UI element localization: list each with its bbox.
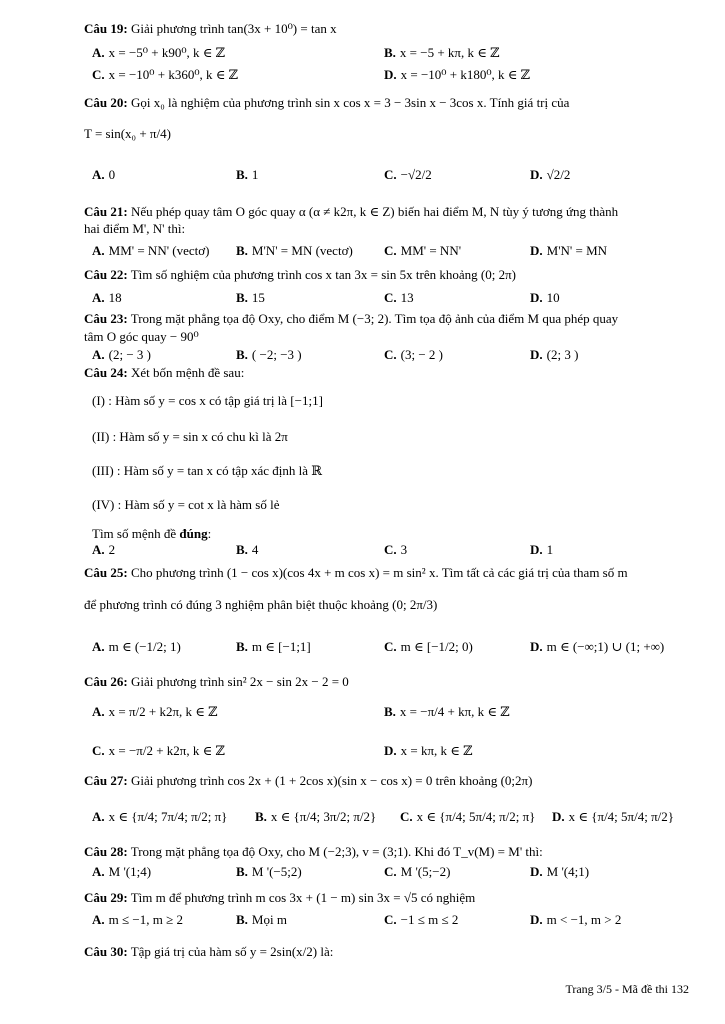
option-a: A. x = π/2 + k2π, k ∈ ℤ <box>92 704 218 719</box>
question-30 <box>84 943 689 960</box>
option-b: B. 4 <box>236 542 259 557</box>
question-label: Câu 30: <box>84 944 128 959</box>
option-a: A. 0 <box>92 167 116 182</box>
option-c: C. x = −10⁰ + k360⁰, k ∈ ℤ <box>92 67 239 82</box>
option-a: A. (2; − 3 ) <box>92 347 151 362</box>
question-text: Gọi x₀ là nghiệm của phương trình sin x cos x = 3 − 3sin x − 3cos x. Tính giá trị của <box>130 95 570 110</box>
option-c: C. x = −π/2 + k2π, k ∈ ℤ <box>92 743 225 758</box>
question-label: Câu 21: <box>84 204 128 219</box>
statement-3: (III) : Hàm số y = tan x có tập xác định là ℝ <box>92 463 323 478</box>
option-d: D. x ∈ {π/4; 5π/4; π/2} <box>552 809 674 824</box>
question-20 <box>84 94 689 111</box>
option-d: D. m ∈ (−∞;1) ∪ (1; +∞) <box>530 639 665 654</box>
statement-1: (I) : Hàm số y = cos x có tập giá trị là [−1;1] <box>92 393 323 408</box>
option-b: B. Mọi m <box>236 912 287 927</box>
option-a: A. 18 <box>92 290 122 305</box>
question-20-formula: T = sin(x₀ + π/4) <box>84 126 171 141</box>
option-c: C. MM' = NN' <box>384 243 462 258</box>
option-a: A. x ∈ {π/4; 7π/4; π/2; π} <box>92 809 228 824</box>
option-b: B. ( −2; −3 ) <box>236 347 302 362</box>
question-text: Trong mặt phẳng tọa độ Oxy, cho M (−2;3), v = (3;1). Khi đó T_v(M) = M' thì: <box>130 844 543 859</box>
option-d: D. (2; 3 ) <box>530 347 579 362</box>
option-c: C. 3 <box>384 542 408 557</box>
option-a: A. MM' = NN' (vectơ) <box>92 243 210 258</box>
question-text: Trong mặt phẳng tọa độ Oxy, cho điểm M (−3; 2). Tìm tọa độ ảnh của điểm M qua phép quay <box>130 311 619 326</box>
question-label: Câu 26: <box>84 674 128 689</box>
question-label: Câu 25: <box>84 565 128 580</box>
page-footer: Trang 3/5 - Mã đề thi 132 <box>565 982 689 996</box>
question-label: Câu 19: <box>84 21 128 36</box>
option-d: D. M '(4;1) <box>530 864 590 879</box>
option-c: C. −1 ≤ m ≤ 2 <box>384 912 459 927</box>
option-b: B. M '(−5;2) <box>236 864 302 879</box>
question-label: Câu 20: <box>84 95 128 110</box>
option-b: B. x = −π/4 + kπ, k ∈ ℤ <box>384 704 510 719</box>
option-c: C. m ∈ [−1/2; 0) <box>384 639 473 654</box>
option-b: B. 15 <box>236 290 265 305</box>
question-label: Câu 27: <box>84 773 128 788</box>
question-text: Nếu phép quay tâm O góc quay α (α ≠ k2π, k ∈ Z) biến hai điểm M, N tùy ý tương ứng thành <box>130 204 619 219</box>
question-25-cont: để phương trình có đúng 3 nghiệm phân biệt thuộc khoảng (0; 2π/3) <box>84 597 438 612</box>
question-text: Giải phương trình cos 2x + (1 + 2cos x)(sin x − cos x) = 0 trên khoảng (0;2π) <box>130 773 533 788</box>
question-28 <box>84 843 689 860</box>
statement-4: (IV) : Hàm số y = cot x là hàm số lẻ <box>92 497 280 512</box>
question-27 <box>84 772 689 789</box>
option-c: C. −√2/2 <box>384 167 432 182</box>
question-label: Câu 22: <box>84 267 128 282</box>
option-c: C. M '(5;−2) <box>384 864 451 879</box>
question-22 <box>84 266 689 283</box>
option-a: A. 2 <box>92 542 116 557</box>
statement-2: (II) : Hàm số y = sin x có chu kì là 2π <box>92 429 288 444</box>
question-23 <box>84 310 689 327</box>
option-d: D. 1 <box>530 542 554 557</box>
question-text: Tìm m để phương trình m cos 3x + (1 − m) sin 3x = √5 có nghiệm <box>130 890 476 905</box>
question-text: Cho phương trình (1 − cos x)(cos 4x + m cos x) = m sin² x. Tìm tất cả các giá trị của tham số m <box>130 565 628 580</box>
option-b: B. M'N' = MN (vectơ) <box>236 243 353 258</box>
option-a: A. m ≤ −1, m ≥ 2 <box>92 912 183 927</box>
option-d: D. M'N' = MN <box>530 243 608 258</box>
option-c: C. 13 <box>384 290 414 305</box>
option-d: D. 10 <box>530 290 560 305</box>
question-text: Giải phương trình tan(3x + 10⁰) = tan x <box>130 21 337 36</box>
question-label: Câu 23: <box>84 311 128 326</box>
question-label: Câu 28: <box>84 844 128 859</box>
question-text: Giải phương trình sin² 2x − sin 2x − 2 = 0 <box>130 674 349 689</box>
option-b: B. m ∈ [−1;1] <box>236 639 311 654</box>
option-d: D. √2/2 <box>530 167 571 182</box>
question-21-cont: hai điểm M', N' thì: <box>84 221 186 236</box>
option-c: C. (3; − 2 ) <box>384 347 443 362</box>
option-a: A. m ∈ (−1/2; 1) <box>92 639 181 654</box>
question-text: Tìm số nghiệm của phương trình cos x tan 3x = sin 5x trên khoảng (0; 2π) <box>130 267 516 282</box>
option-d: D. x = kπ, k ∈ ℤ <box>384 743 473 758</box>
option-b: B. x ∈ {π/4; 3π/2; π/2} <box>255 809 377 824</box>
question-21 <box>84 203 689 220</box>
question-text: Tập giá trị của hàm số y = 2sin(x/2) là: <box>130 944 334 959</box>
question-29 <box>84 889 689 906</box>
question-23-cont: tâm O góc quay − 90⁰ <box>84 329 199 344</box>
question-19 <box>84 20 689 37</box>
option-d: D. x = −10⁰ + k180⁰, k ∈ ℤ <box>384 67 531 82</box>
option-a: A. x = −5⁰ + k90⁰, k ∈ ℤ <box>92 45 226 60</box>
option-a: A. M '(1;4) <box>92 864 152 879</box>
question-25 <box>84 564 689 581</box>
question-label: Câu 24: <box>84 365 128 380</box>
question-24 <box>84 364 689 381</box>
option-b: B. x = −5 + kπ, k ∈ ℤ <box>384 45 500 60</box>
question-26 <box>84 673 689 690</box>
option-b: B. 1 <box>236 167 259 182</box>
option-d: D. m < −1, m > 2 <box>530 912 622 927</box>
question-label: Câu 29: <box>84 890 128 905</box>
question-24-prompt: Tìm số mệnh đề đúng: <box>92 526 212 541</box>
question-text: Xét bốn mệnh đề sau: <box>130 365 245 380</box>
option-c: C. x ∈ {π/4; 5π/4; π/2; π} <box>400 809 536 824</box>
